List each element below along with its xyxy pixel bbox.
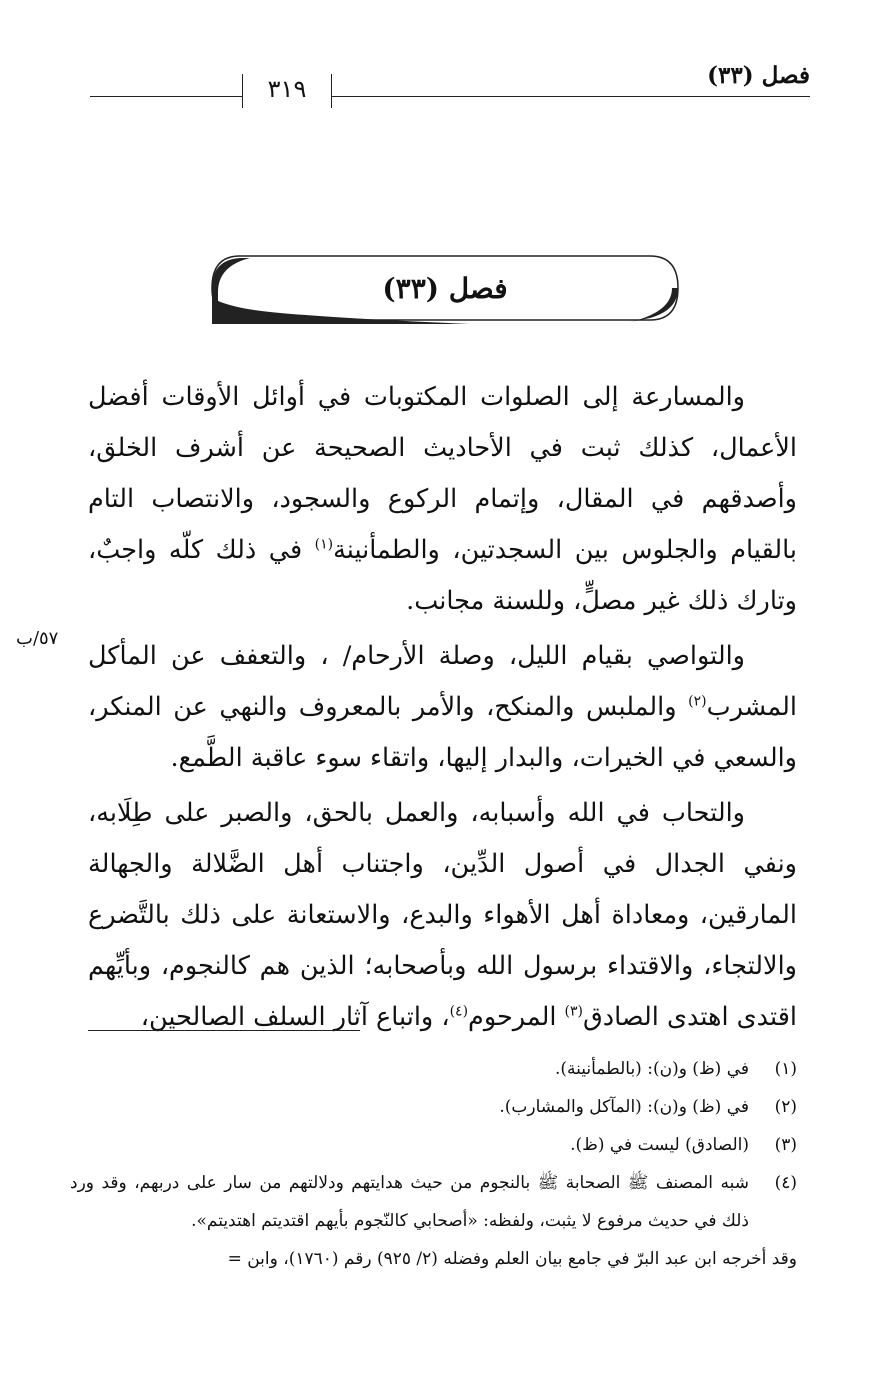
page-number: ٣١٩: [242, 74, 332, 108]
footnote-continuation: وقد أخرجه ابن عبد البرّ في جامع بيان العلم وفضله (٢/ ٩٢٥) رقم (١٧٦٠)، وابن =: [227, 1249, 797, 1269]
footnote-item: [70, 1088, 797, 1126]
chapter-title: فصل (٣٣): [382, 271, 508, 305]
footnotes: [70, 1050, 797, 1278]
footnote-ref-1: (١): [314, 536, 334, 553]
manuscript-folio-marker: ٥٧/ب: [16, 628, 59, 649]
footnote-item: [70, 1126, 797, 1164]
paragraph-3-text-a: والتحاب في الله وأسبابه، والعمل بالحق، والصبر على طِلَابه، ونفي الجدال في أصول الدِّين، واجتناب أهل الضَّلالة والجهالة المارقين، ومعاداة أهل الأهواء والبدع، والاستعانة على ذلك بالتَّضرع والالتجاء، والاقتداء برسول الله وبأصحابه؛ الذين هم كالنجوم، وبأيِّهم اقتدى اهتدى الصادق: [88, 798, 797, 1032]
footnote-number: (٤): [774, 1173, 797, 1193]
paragraph-1-text-a: والمسارعة إلى الصلوات المكتوبات في أوائل الأوقات أفضل الأعمال، كذلك ثبت في الأحاديث الصحيحة عن أشرف الخلق، وأصدقهم في المقال، وإتمام الركوع والسجود، والانتصاب التام بالقيام والجلوس بين السجدتين، والطمأنينة: [88, 382, 797, 565]
footnote-item: [70, 1050, 797, 1088]
paragraph-1: [88, 372, 797, 627]
header-rule: [90, 96, 810, 97]
footnote-text: (الصادق) ليست في (ظ).: [570, 1135, 749, 1155]
paragraph-2-text-b: والملبس والمنكح، والأمر بالمعروف والنهي عن المنكر، والسعي في الخيرات، والبدار إليها، واتقاء سوء عاقبة الطَّمع.: [88, 692, 797, 773]
paragraph-3-text-c: ، واتباع آثار السلف الصالحين،: [140, 1002, 450, 1032]
paragraph-1-text-b: في ذلك كلّه واجبٌ، وتارك ذلك غير مصلٍّ، وللسنة مجانب.: [88, 535, 797, 616]
paragraph-3-text-b: المرحوم: [468, 1002, 565, 1032]
footnote-separator: [88, 1030, 360, 1031]
footnote-ref-3: (٣): [564, 1003, 584, 1020]
footnote-ref-2: (٢): [688, 693, 707, 710]
paragraph-3: [88, 788, 797, 1043]
footnote-number: (٣): [774, 1135, 797, 1155]
paragraph-2: [88, 631, 797, 784]
paragraph-2-text-a: والتواصي بقيام الليل، وصلة الأرحام/ ، والتعفف عن المأكل المشرب: [88, 641, 797, 722]
footnote-text: في (ظ) و(ن): (بالطمأنينة).: [555, 1059, 749, 1079]
footnote-item: [70, 1164, 797, 1240]
main-text: [88, 372, 797, 1047]
chapter-banner: [210, 252, 680, 324]
running-header-title: فصل (٣٣): [707, 62, 810, 89]
running-header: [90, 62, 810, 102]
footnote-ref-4: (٤): [449, 1003, 469, 1020]
footnote-number: (٢): [774, 1097, 797, 1117]
footnote-text: شبه المصنف ﷺ الصحابة ﷺ بالنجوم من حيث هدايتهم ودلالتهم من سار على دربهم، وقد ورد ذلك في حديث مرفوع لا يثبت، ولفظه: «أصحابي كالنّجوم بأيهم اقتديتم اهتديتم».: [70, 1173, 749, 1231]
footnote-text: في (ظ) و(ن): (المآكل والمشارب).: [499, 1097, 749, 1117]
footnote-number: (١): [774, 1059, 797, 1079]
